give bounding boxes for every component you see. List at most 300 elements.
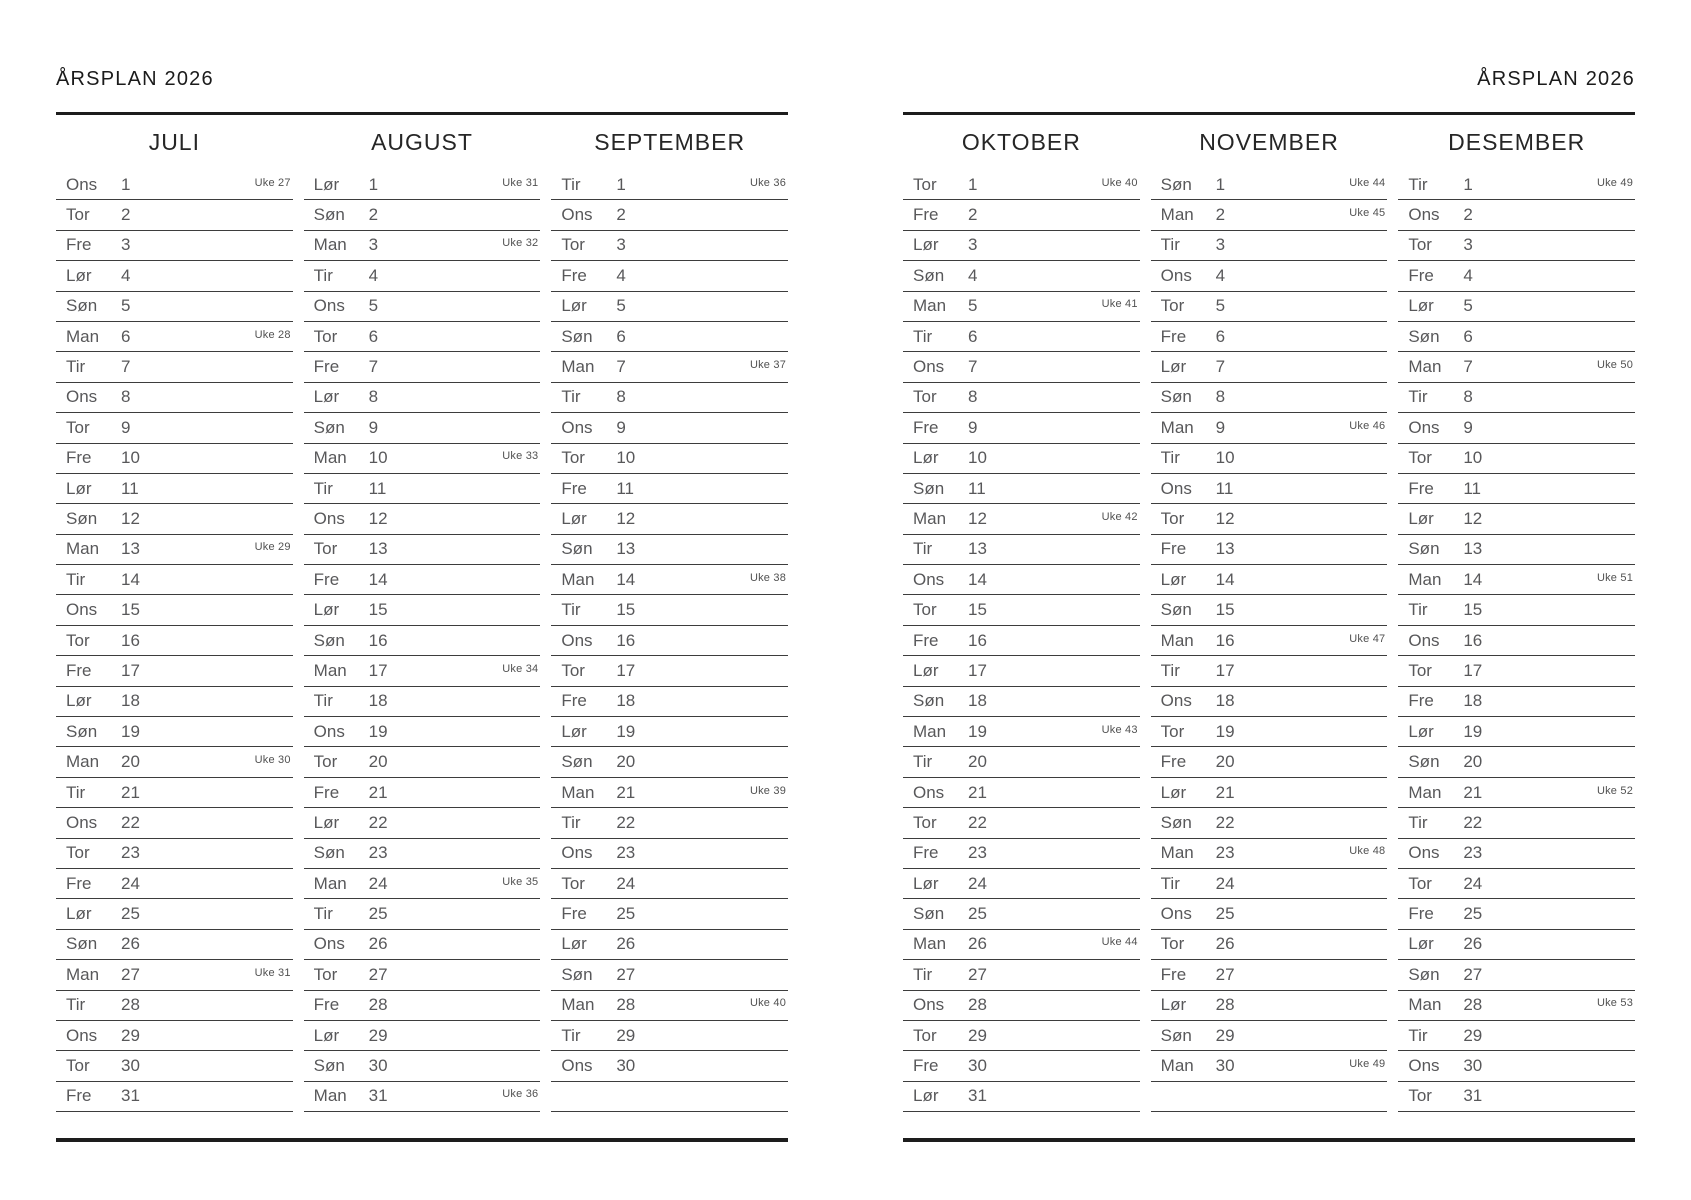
- day-row: [304, 930, 541, 960]
- day-row: [551, 1021, 788, 1051]
- month-column: [1398, 115, 1635, 1112]
- day-of-week-label: Tor: [1160, 721, 1185, 741]
- day-number: 11: [1463, 478, 1481, 498]
- day-row: [1398, 504, 1635, 534]
- day-row: [56, 535, 293, 565]
- day-of-week-label: Lør: [561, 934, 587, 954]
- day-of-week-label: Tor: [1160, 296, 1185, 316]
- day-row: [551, 261, 788, 291]
- day-row: [304, 504, 541, 534]
- day-row: [1151, 231, 1388, 261]
- day-row: [903, 170, 1140, 200]
- day-of-week-label: Man: [1160, 630, 1194, 650]
- day-of-week-label: Lør: [913, 1086, 939, 1106]
- day-row: [304, 808, 541, 838]
- day-row: [1151, 504, 1388, 534]
- day-of-week-label: Lør: [66, 691, 92, 711]
- month-rows: [551, 170, 788, 1112]
- day-row: [56, 899, 293, 929]
- day-of-week-label: Fre: [913, 205, 939, 225]
- week-number-label: Uke 34: [502, 662, 539, 675]
- day-row: [1151, 869, 1388, 899]
- day-of-week-label: Man: [913, 508, 947, 528]
- day-row: [551, 292, 788, 322]
- day-row: [56, 170, 293, 200]
- day-row: [903, 565, 1140, 595]
- day-number: 29: [121, 1025, 140, 1045]
- day-row: [1151, 1021, 1388, 1051]
- day-row: [551, 170, 788, 200]
- day-row: [1151, 687, 1388, 717]
- bottom-rule: [903, 1138, 1635, 1142]
- day-number: 10: [121, 448, 140, 468]
- day-row: [304, 261, 541, 291]
- day-of-week-label: Ons: [66, 1025, 98, 1045]
- day-number: 21: [121, 782, 140, 802]
- day-number: 6: [121, 326, 131, 346]
- day-number: 23: [616, 843, 636, 863]
- day-number: 13: [1463, 539, 1483, 559]
- day-of-week-label: Tor: [66, 1056, 90, 1076]
- month-rows: [1151, 170, 1388, 1112]
- day-row: [903, 747, 1140, 777]
- day-row: [56, 504, 293, 534]
- day-row: [1398, 383, 1635, 413]
- day-of-week-label: Tir: [66, 569, 86, 589]
- day-of-week-label: Ons: [1408, 417, 1440, 437]
- day-of-week-label: Tir: [561, 174, 581, 194]
- day-row: [903, 869, 1140, 899]
- day-row: [903, 383, 1140, 413]
- day-of-week-label: Lør: [1408, 934, 1434, 954]
- day-row: [56, 444, 293, 474]
- day-row: [1151, 322, 1388, 352]
- day-row: [56, 413, 293, 443]
- day-row: [1398, 231, 1635, 261]
- day-of-week-label: Man: [1160, 205, 1194, 225]
- week-number-label: Uke 40: [1101, 176, 1138, 189]
- week-number-label: Uke 30: [254, 754, 291, 767]
- day-number: 9: [368, 417, 379, 437]
- day-number: 18: [1215, 691, 1235, 711]
- day-of-week-label: Man: [66, 539, 100, 559]
- day-number: 30: [121, 1056, 140, 1076]
- day-row: [551, 869, 788, 899]
- day-of-week-label: Ons: [913, 782, 945, 802]
- day-of-week-label: Man: [66, 964, 100, 984]
- day-row: [903, 717, 1140, 747]
- day-of-week-label: Ons: [561, 205, 593, 225]
- day-of-week-label: Søn: [1160, 174, 1192, 194]
- day-row: [304, 991, 541, 1021]
- day-row: [1151, 960, 1388, 990]
- day-of-week-label: Fre: [313, 357, 340, 377]
- day-of-week-label: Søn: [913, 691, 945, 711]
- day-row: [304, 352, 541, 382]
- day-of-week-label: Man: [561, 569, 595, 589]
- day-number: 31: [1463, 1086, 1483, 1106]
- week-number-label: Uke 37: [749, 359, 787, 372]
- day-row: [56, 869, 293, 899]
- day-number: 21: [968, 782, 987, 802]
- day-of-week-label: Fre: [913, 1056, 939, 1076]
- day-row: [903, 352, 1140, 382]
- day-number: 2: [616, 205, 626, 225]
- month-name: DESEMBER: [1448, 129, 1586, 155]
- day-number: 20: [1215, 752, 1235, 772]
- day-row: [56, 808, 293, 838]
- day-row: [56, 656, 293, 686]
- week-number-label: Uke 41: [1101, 298, 1138, 311]
- day-row: [903, 1021, 1140, 1051]
- day-number: 5: [1215, 296, 1226, 316]
- day-number: 11: [1215, 478, 1234, 498]
- day-row: [1151, 717, 1388, 747]
- day-row: [56, 352, 293, 382]
- day-number: 23: [368, 843, 388, 863]
- day-of-week-label: Tir: [561, 812, 581, 832]
- day-of-week-label: Tor: [66, 843, 90, 863]
- day-of-week-label: Ons: [313, 296, 345, 316]
- day-of-week-label: Ons: [1160, 904, 1192, 924]
- day-of-week-label: Man: [561, 995, 595, 1015]
- month-column: [56, 115, 293, 1112]
- day-row: [304, 960, 541, 990]
- day-of-week-label: Fre: [66, 1086, 92, 1106]
- day-of-week-label: Tor: [313, 964, 338, 984]
- day-number: 3: [616, 235, 626, 255]
- week-number-label: Uke 31: [502, 176, 539, 189]
- day-number: 29: [968, 1025, 987, 1045]
- day-number: 13: [616, 539, 636, 559]
- day-row: [551, 413, 788, 443]
- day-number: 23: [121, 843, 140, 863]
- day-number: 17: [368, 660, 388, 680]
- day-row: [56, 292, 293, 322]
- day-number: 15: [121, 600, 140, 620]
- day-of-week-label: Ons: [313, 508, 345, 528]
- day-row: [903, 200, 1140, 230]
- day-number: 23: [968, 843, 987, 863]
- day-row: [1398, 656, 1635, 686]
- day-number: 19: [968, 721, 987, 741]
- day-of-week-label: Søn: [1160, 1025, 1192, 1045]
- day-number: 8: [368, 387, 379, 407]
- day-of-week-label: Ons: [66, 600, 98, 620]
- day-of-week-label: Man: [1160, 843, 1194, 863]
- day-number: 16: [121, 630, 140, 650]
- day-row: [304, 292, 541, 322]
- day-number: 14: [616, 569, 636, 589]
- day-number: 12: [1463, 508, 1483, 528]
- week-number-label: Uke 52: [1596, 784, 1634, 797]
- day-number: 19: [121, 721, 140, 741]
- day-number: 1: [616, 174, 626, 194]
- week-number-label: Uke 49: [1596, 176, 1634, 189]
- day-of-week-label: Ons: [913, 569, 945, 589]
- day-row: [1398, 717, 1635, 747]
- day-number: 18: [121, 691, 140, 711]
- day-of-week-label: Fre: [561, 478, 587, 498]
- day-number: 18: [368, 691, 388, 711]
- day-of-week-label: Tir: [66, 995, 86, 1015]
- day-of-week-label: Man: [66, 326, 100, 346]
- day-row: [1151, 595, 1388, 625]
- week-number-label: Uke 48: [1349, 845, 1386, 858]
- day-of-week-label: Lør: [66, 265, 92, 285]
- day-of-week-label: Man: [313, 1086, 347, 1106]
- day-number: 24: [1215, 873, 1235, 893]
- day-row: [551, 808, 788, 838]
- day-row: [304, 656, 541, 686]
- day-number: 30: [1215, 1056, 1235, 1076]
- day-number: 5: [968, 296, 978, 316]
- week-number-label: Uke 50: [1596, 359, 1634, 372]
- day-of-week-label: Tor: [561, 873, 585, 893]
- day-number: 15: [968, 600, 987, 620]
- day-of-week-label: Fre: [1160, 752, 1187, 772]
- day-number: 10: [968, 448, 987, 468]
- day-of-week-label: Tor: [66, 630, 90, 650]
- day-of-week-label: Man: [313, 660, 347, 680]
- week-number-label: Uke 47: [1349, 632, 1386, 645]
- day-row: [304, 383, 541, 413]
- day-row: [1398, 352, 1635, 382]
- day-row: [1398, 626, 1635, 656]
- day-number: 6: [368, 326, 379, 346]
- day-row: [1151, 1082, 1388, 1112]
- day-number: 15: [368, 600, 388, 620]
- day-number: 8: [121, 387, 131, 407]
- day-of-week-label: Tir: [66, 782, 86, 802]
- day-number: 22: [368, 812, 388, 832]
- day-number: 6: [1215, 326, 1226, 346]
- day-number: 31: [968, 1086, 987, 1106]
- day-number: 13: [968, 539, 987, 559]
- day-number: 8: [616, 387, 626, 407]
- day-row: [1151, 200, 1388, 230]
- day-row: [304, 595, 541, 625]
- day-number: 27: [1463, 964, 1483, 984]
- day-row: [304, 322, 541, 352]
- day-of-week-label: Tir: [313, 904, 333, 924]
- day-number: 23: [1463, 843, 1483, 863]
- day-number: 16: [968, 630, 987, 650]
- day-number: 26: [1215, 934, 1235, 954]
- day-row: [304, 839, 541, 869]
- day-of-week-label: Man: [66, 752, 100, 772]
- day-row: [551, 595, 788, 625]
- day-row: [304, 1051, 541, 1081]
- day-number: 10: [616, 448, 636, 468]
- day-of-week-label: Søn: [913, 265, 945, 285]
- day-number: 19: [368, 721, 388, 741]
- day-row: [56, 261, 293, 291]
- day-of-week-label: Lør: [1160, 569, 1187, 589]
- day-of-week-label: Tir: [561, 600, 581, 620]
- day-of-week-label: Tir: [1408, 600, 1428, 620]
- day-number: 22: [1215, 812, 1235, 832]
- day-number: 14: [1215, 569, 1235, 589]
- day-of-week-label: Søn: [313, 205, 345, 225]
- day-of-week-label: Fre: [561, 265, 587, 285]
- day-row: [903, 1051, 1140, 1081]
- day-row: [56, 595, 293, 625]
- day-of-week-label: Tir: [913, 752, 933, 772]
- day-number: 24: [616, 873, 636, 893]
- day-number: 5: [121, 296, 131, 316]
- day-number: 1: [1215, 174, 1226, 194]
- day-of-week-label: Man: [1408, 782, 1442, 802]
- day-of-week-label: Fre: [1160, 326, 1187, 346]
- day-number: 15: [1215, 600, 1235, 620]
- day-row: [1398, 869, 1635, 899]
- day-of-week-label: Tor: [561, 235, 585, 255]
- day-row: [1151, 352, 1388, 382]
- day-number: 20: [616, 752, 636, 772]
- day-of-week-label: Lør: [913, 873, 939, 893]
- day-of-week-label: Fre: [913, 843, 939, 863]
- day-of-week-label: Søn: [561, 964, 593, 984]
- months-row: [903, 115, 1635, 1112]
- day-of-week-label: Tir: [313, 691, 333, 711]
- day-number: 18: [616, 691, 636, 711]
- month-name: SEPTEMBER: [594, 129, 746, 155]
- day-row: [1398, 1051, 1635, 1081]
- day-row: [551, 717, 788, 747]
- day-row: [1151, 626, 1388, 656]
- day-number: 11: [368, 478, 387, 498]
- day-of-week-label: Søn: [1160, 812, 1192, 832]
- day-of-week-label: Man: [913, 296, 947, 316]
- day-row: [304, 565, 541, 595]
- day-of-week-label: Man: [313, 448, 347, 468]
- day-row: [1398, 474, 1635, 504]
- day-row: [1151, 1051, 1388, 1081]
- day-row: [304, 1021, 541, 1051]
- day-row: [1151, 656, 1388, 686]
- day-of-week-label: Søn: [66, 508, 98, 528]
- day-number: 19: [616, 721, 636, 741]
- day-of-week-label: Tir: [1160, 448, 1180, 468]
- week-number-label: Uke 53: [1596, 997, 1634, 1010]
- day-of-week-label: Søn: [1408, 326, 1440, 346]
- day-of-week-label: Lør: [561, 721, 587, 741]
- day-number: 5: [1463, 296, 1473, 316]
- day-number: 6: [1463, 326, 1473, 346]
- day-number: 31: [121, 1086, 140, 1106]
- day-number: 20: [121, 752, 140, 772]
- day-number: 22: [616, 812, 636, 832]
- day-row: [551, 444, 788, 474]
- day-row: [903, 261, 1140, 291]
- day-of-week-label: Tor: [1408, 873, 1432, 893]
- day-row: [1398, 200, 1635, 230]
- day-row: [56, 231, 293, 261]
- day-row: [903, 535, 1140, 565]
- day-row: [1151, 474, 1388, 504]
- day-number: 2: [968, 205, 978, 225]
- day-row: [1398, 1021, 1635, 1051]
- day-number: 29: [616, 1025, 636, 1045]
- day-number: 16: [1463, 630, 1483, 650]
- day-row: [304, 200, 541, 230]
- day-number: 14: [368, 569, 388, 589]
- day-number: 7: [121, 357, 131, 377]
- day-number: 26: [368, 934, 388, 954]
- day-row: [1151, 170, 1388, 200]
- day-row: [304, 869, 541, 899]
- day-of-week-label: Tir: [1160, 660, 1180, 680]
- day-of-week-label: Tir: [313, 265, 333, 285]
- day-row: [903, 504, 1140, 534]
- day-number: 22: [1463, 812, 1483, 832]
- day-number: 1: [368, 174, 379, 194]
- day-of-week-label: Fre: [913, 417, 939, 437]
- day-row: [304, 778, 541, 808]
- day-of-week-label: Fre: [1408, 904, 1434, 924]
- day-row: [56, 778, 293, 808]
- day-row: [551, 687, 788, 717]
- day-of-week-label: Man: [1408, 569, 1442, 589]
- day-of-week-label: Ons: [313, 721, 345, 741]
- day-number: 1: [968, 174, 978, 194]
- day-number: 24: [1463, 873, 1483, 893]
- week-number-label: Uke 45: [1349, 207, 1386, 220]
- day-number: 17: [968, 660, 987, 680]
- week-number-label: Uke 43: [1101, 723, 1138, 736]
- day-number: 18: [1463, 691, 1483, 711]
- day-of-week-label: Fre: [1408, 478, 1434, 498]
- day-number: 10: [368, 448, 388, 468]
- day-row: [56, 626, 293, 656]
- day-row: [903, 595, 1140, 625]
- day-row: [1398, 991, 1635, 1021]
- day-row: [56, 474, 293, 504]
- day-row: [551, 778, 788, 808]
- day-of-week-label: Ons: [913, 995, 945, 1015]
- day-row: [903, 626, 1140, 656]
- day-row: [1398, 170, 1635, 200]
- day-of-week-label: Søn: [313, 843, 345, 863]
- day-row: [56, 960, 293, 990]
- day-row: [304, 1082, 541, 1112]
- day-of-week-label: Ons: [1408, 1056, 1440, 1076]
- day-of-week-label: Ons: [1408, 630, 1440, 650]
- day-row: [1398, 322, 1635, 352]
- day-number: 14: [1463, 569, 1483, 589]
- day-row: [1398, 899, 1635, 929]
- week-number-label: Uke 44: [1349, 176, 1386, 189]
- day-number: 28: [616, 995, 636, 1015]
- day-of-week-label: Fre: [1408, 691, 1434, 711]
- day-row: [1398, 839, 1635, 869]
- day-number: 30: [616, 1056, 636, 1076]
- month-name: JULI: [148, 129, 200, 155]
- day-row: [1151, 261, 1388, 291]
- day-row: [304, 626, 541, 656]
- day-number: 20: [1463, 752, 1483, 772]
- day-number: 25: [1463, 904, 1483, 924]
- day-row: [1398, 261, 1635, 291]
- day-number: 25: [368, 904, 388, 924]
- day-number: 31: [368, 1086, 388, 1106]
- day-row: [304, 474, 541, 504]
- day-row: [551, 200, 788, 230]
- day-of-week-label: Søn: [66, 934, 98, 954]
- day-of-week-label: Lør: [1160, 995, 1187, 1015]
- day-of-week-label: Tor: [66, 417, 90, 437]
